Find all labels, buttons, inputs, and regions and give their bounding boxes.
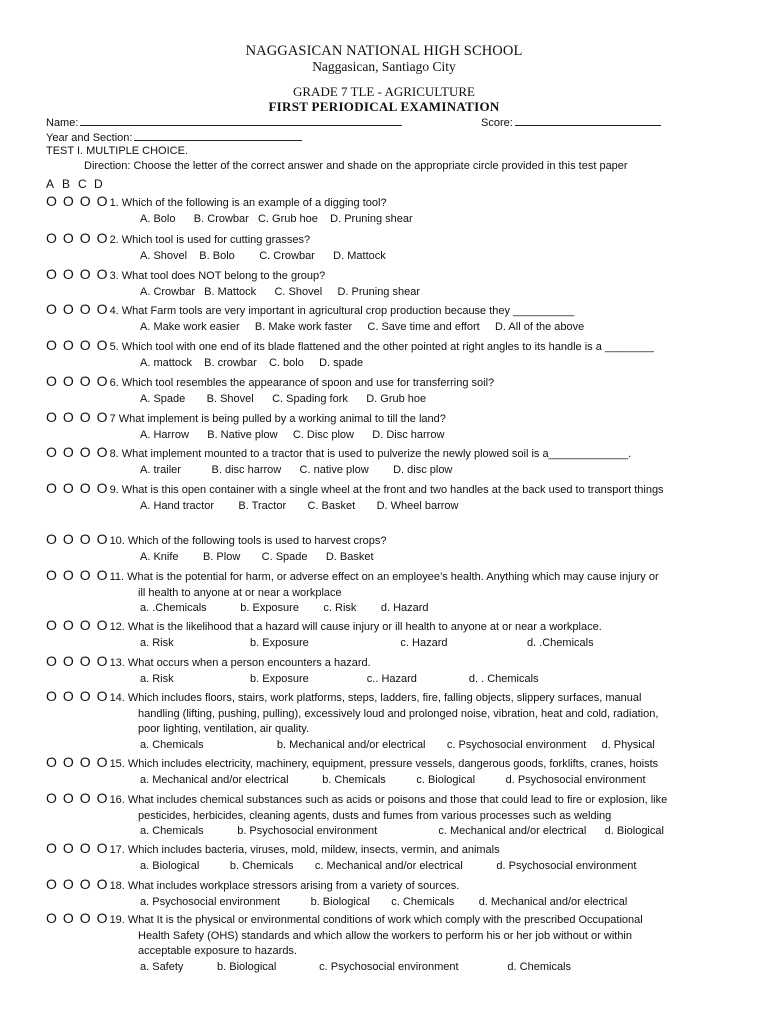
answer-circle-a[interactable]: O: [46, 337, 57, 353]
answer-circle-c[interactable]: O: [79, 910, 91, 926]
answer-circles: [46, 791, 108, 807]
question-choices: A. Hand tractor B. Tractor C. Basket D. Wheel barrow: [140, 499, 459, 512]
answer-circle-a[interactable]: O: [46, 840, 57, 856]
name-field: [46, 115, 402, 130]
answer-circle-c[interactable]: O: [79, 409, 91, 425]
question-choices: a. Mechanical and/or electrical b. Chemicals c. Biological d. Psychosocial environment: [140, 773, 646, 786]
answer-circle-c[interactable]: O: [79, 840, 91, 856]
answer-circles: [46, 877, 108, 893]
name-label: Name:: [46, 117, 79, 129]
year-section-label: Year and Section:: [46, 132, 133, 144]
answer-circle-d[interactable]: O: [96, 840, 108, 856]
question-item: [46, 532, 726, 565]
question-item: [46, 689, 726, 753]
year-section-blank[interactable]: [134, 130, 302, 141]
question-item: [46, 302, 726, 335]
question-item: [46, 267, 726, 300]
answer-circle-b[interactable]: O: [62, 444, 74, 460]
answer-circle-d[interactable]: O: [96, 567, 108, 583]
answer-circle-d[interactable]: O: [96, 373, 108, 389]
answer-circle-a[interactable]: O: [46, 617, 57, 633]
answer-circle-b[interactable]: O: [62, 373, 74, 389]
question-item: [46, 618, 726, 651]
answer-circle-b[interactable]: O: [62, 266, 74, 282]
answer-circle-a[interactable]: O: [46, 409, 57, 425]
answer-circle-a[interactable]: O: [46, 193, 57, 209]
question-item: [46, 654, 726, 687]
answer-circles: [46, 302, 108, 318]
question-choices: A. Make work easier B. Make work faster C. Save time and effort D. All of the above: [140, 320, 585, 333]
question-text: 7 What implement is being pulled by a working animal to till the land?: [109, 413, 446, 425]
question-choices: a. Psychosocial environment b. Biological c. Chemicals d. Mechanical and/or electrical: [140, 895, 628, 908]
score-field: [481, 115, 661, 130]
score-blank[interactable]: [515, 115, 661, 126]
answer-circles: [46, 267, 108, 283]
answer-circle-a[interactable]: O: [46, 790, 57, 806]
answer-circles: [46, 481, 108, 497]
answer-circle-d[interactable]: O: [96, 876, 108, 892]
answer-circle-b[interactable]: O: [62, 531, 74, 547]
question-text: 6. Which tool resembles the appearance of spoon and use for transferring soil?: [109, 377, 495, 389]
year-section-field: [46, 130, 302, 145]
question-text: 1. Which of the following is an example of a digging tool?: [109, 197, 387, 209]
answer-circle-d[interactable]: O: [96, 444, 108, 460]
question-text: 19. What It is the physical or environmental conditions of work which comply with the prescribed Occupational: [109, 914, 643, 926]
question-choices: A. Knife B. Plow C. Spade D. Basket: [140, 550, 374, 563]
answer-letter-header: [46, 177, 110, 191]
answer-circles: [46, 374, 108, 390]
answer-letter-b: B: [62, 177, 71, 191]
question-text-continued: acceptable exposure to hazards.: [138, 945, 297, 957]
answer-circle-a[interactable]: O: [46, 876, 57, 892]
answer-circle-c[interactable]: O: [79, 567, 91, 583]
answer-circles: [46, 410, 108, 426]
answer-circle-a[interactable]: O: [46, 754, 57, 770]
question-text-continued: Health Safety (OHS) standards and which allow the workers to perform his or her job without or within: [138, 929, 632, 942]
question-text: 13. What occurs when a person encounters a hazard.: [109, 657, 371, 669]
question-item: [46, 374, 726, 407]
answer-circle-c[interactable]: O: [79, 301, 91, 317]
answer-circle-a[interactable]: O: [46, 688, 57, 704]
question-text: 5. Which tool with one end of its blade flattened and the other pointed at right angles to its handle is a ________: [109, 341, 654, 353]
answer-circle-c[interactable]: O: [79, 790, 91, 806]
answer-circle-c[interactable]: O: [79, 444, 91, 460]
answer-circles: [46, 654, 108, 670]
question-text: 10. Which of the following tools is used to harvest crops?: [109, 535, 387, 547]
answer-circle-c[interactable]: O: [79, 480, 91, 496]
answer-circle-a[interactable]: O: [46, 444, 57, 460]
answer-circle-d[interactable]: O: [96, 301, 108, 317]
answer-circle-b[interactable]: O: [62, 337, 74, 353]
test-title: TEST I. MULTIPLE CHOICE.: [46, 145, 189, 157]
answer-circle-a[interactable]: O: [46, 531, 57, 547]
answer-circle-d[interactable]: O: [96, 790, 108, 806]
question-text: 9. What is this open container with a single wheel at the front and two handles at the back used to transport things: [109, 484, 664, 496]
score-label: Score:: [481, 117, 513, 129]
answer-circles: [46, 689, 108, 705]
answer-circles: [46, 231, 108, 247]
question-choices: A. mattock B. crowbar C. bolo D. spade: [140, 356, 364, 369]
answer-circle-d[interactable]: O: [96, 617, 108, 633]
question-text: 3. What tool does NOT belong to the group?: [109, 270, 326, 282]
answer-circle-d[interactable]: O: [96, 653, 108, 669]
answer-circle-c[interactable]: O: [79, 531, 91, 547]
answer-circle-c[interactable]: O: [79, 688, 91, 704]
answer-circle-c[interactable]: O: [79, 653, 91, 669]
answer-circle-b[interactable]: O: [62, 910, 74, 926]
answer-circle-c[interactable]: O: [79, 617, 91, 633]
answer-circles: [46, 911, 108, 927]
question-item: [46, 481, 726, 514]
answer-circles: [46, 755, 108, 771]
question-item: [46, 568, 726, 617]
question-text: 16. What includes chemical substances such as acids or poisons and those that could lead to fire or explosion, like: [109, 794, 668, 806]
question-item: [46, 410, 726, 443]
answer-circle-d[interactable]: O: [96, 480, 108, 496]
question-item: [46, 791, 726, 840]
answer-circle-a[interactable]: O: [46, 266, 57, 282]
answer-circle-c[interactable]: O: [79, 230, 91, 246]
answer-circle-b[interactable]: O: [62, 409, 74, 425]
question-choices: a. Safety b. Biological c. Psychosocial environment d. Chemicals: [140, 960, 572, 973]
answer-letter-c: C: [78, 177, 87, 191]
question-choices: A. Harrow B. Native plow C. Disc plow D. Disc harrow: [140, 428, 445, 441]
test-direction: Direction: Choose the letter of the correct answer and shade on the appropriate circle provided in this test paper: [84, 160, 628, 172]
answer-circle-b[interactable]: O: [62, 754, 74, 770]
answer-circle-b[interactable]: O: [62, 480, 74, 496]
answer-circles: [46, 194, 108, 210]
question-text: 11. What is the potential for harm, or adverse effect on an employee’s health. Anything which may cause injury or: [109, 571, 659, 583]
question-text: 2. Which tool is used for cutting grasses?: [109, 234, 311, 246]
question-text: 8. What implement mounted to a tractor that is used to pulverize the newly plowed soil is a_____________.: [109, 448, 632, 460]
answer-circle-b[interactable]: O: [62, 230, 74, 246]
question-choices: A. Crowbar B. Mattock C. Shovel D. Pruning shear: [140, 285, 420, 298]
answer-circle-b[interactable]: O: [62, 840, 74, 856]
answer-circles: [46, 532, 108, 548]
question-choices: A. Shovel B. Bolo C. Crowbar D. Mattock: [140, 249, 386, 262]
answer-circle-d[interactable]: O: [96, 910, 108, 926]
answer-circle-a[interactable]: O: [46, 480, 57, 496]
answer-circle-a[interactable]: O: [46, 567, 57, 583]
answer-circles: [46, 568, 108, 584]
exam-title: FIRST PERIODICAL EXAMINATION: [268, 99, 500, 114]
answer-circle-b[interactable]: O: [62, 653, 74, 669]
answer-circle-b[interactable]: O: [62, 301, 74, 317]
question-text: 4. What Farm tools are very important in agricultural crop production because they __________: [109, 305, 575, 317]
answer-circle-d[interactable]: O: [96, 688, 108, 704]
question-text: 14. Which includes floors, stairs, work platforms, steps, ladders, fire, falling objects, slippery surfaces, manual: [109, 692, 642, 704]
question-item: [46, 194, 726, 227]
answer-circle-c[interactable]: O: [79, 193, 91, 209]
question-text-continued: ill health to anyone at or near a workplace: [138, 586, 342, 599]
answer-circle-c[interactable]: O: [79, 373, 91, 389]
question-choices: a. Chemicals b. Psychosocial environment c. Mechanical and/or electrical d. Biological: [140, 825, 664, 837]
answer-circle-d[interactable]: O: [96, 754, 108, 770]
question-item: [46, 755, 726, 788]
name-blank[interactable]: [80, 115, 402, 126]
answer-circle-c[interactable]: O: [79, 266, 91, 282]
question-choices: a. Risk b. Exposure c. Hazard d. .Chemicals: [140, 636, 594, 649]
answer-circle-d[interactable]: O: [96, 531, 108, 547]
question-text-continued: handling (lifting, pushing, pulling), excessively loud and prolonged noise, vibration, heat and cold, radiation,: [138, 707, 659, 720]
question-item: [46, 231, 726, 264]
answer-circle-b[interactable]: O: [62, 567, 74, 583]
question-choices: a. Chemicals b. Mechanical and/or electrical c. Psychosocial environment d. Physical: [140, 738, 655, 751]
answer-circle-c[interactable]: O: [79, 754, 91, 770]
question-text-continued: poor lighting, ventilation, air quality.: [138, 723, 310, 735]
answer-circles: [46, 445, 108, 461]
question-choices: a. Risk b. Exposure c.. Hazard d. . Chemicals: [140, 672, 539, 685]
answer-circle-b[interactable]: O: [62, 617, 74, 633]
answer-circle-c[interactable]: O: [79, 876, 91, 892]
answer-circles: [46, 618, 108, 634]
answer-circle-d[interactable]: O: [96, 266, 108, 282]
answer-circle-a[interactable]: O: [46, 301, 57, 317]
answer-circle-b[interactable]: O: [62, 790, 74, 806]
answer-circle-d[interactable]: O: [96, 337, 108, 353]
answer-circles: [46, 841, 108, 857]
answer-circle-b[interactable]: O: [62, 688, 74, 704]
answer-circle-c[interactable]: O: [79, 337, 91, 353]
question-choices: A. trailer B. disc harrow C. native plow D. disc plow: [140, 463, 453, 476]
answer-circle-a[interactable]: O: [46, 373, 57, 389]
answer-circle-a[interactable]: O: [46, 910, 57, 926]
school-location: Naggasican, Santiago City: [312, 59, 456, 74]
question-text-continued: pesticides, herbicides, cleaning agents, dusts and fumes from various processes such as welding: [138, 809, 612, 822]
question-item: [46, 841, 726, 874]
answer-circle-a[interactable]: O: [46, 230, 57, 246]
answer-letter-a: A: [46, 177, 55, 191]
answer-circle-b[interactable]: O: [62, 876, 74, 892]
answer-circle-b[interactable]: O: [62, 193, 74, 209]
answer-circles: [46, 338, 108, 354]
answer-circle-a[interactable]: O: [46, 653, 57, 669]
question-text: 18. What includes workplace stressors arising from a variety of sources.: [109, 880, 460, 892]
question-choices: A. Bolo B. Crowbar C. Grub hoe D. Pruning shear: [140, 212, 413, 225]
question-item: [46, 338, 726, 371]
grade-subject: GRADE 7 TLE - AGRICULTURE: [293, 84, 475, 99]
answer-circle-d[interactable]: O: [96, 193, 108, 209]
question-choices: a. .Chemicals b. Exposure c. Risk d. Hazard: [140, 602, 429, 614]
question-item: [46, 911, 726, 975]
question-choices: a. Biological b. Chemicals c. Mechanical and/or electrical d. Psychosocial environment: [140, 859, 637, 872]
question-text: 12. What is the likelihood that a hazard will cause injury or ill health to anyone at or near a workplace.: [109, 621, 602, 633]
answer-letter-d: D: [94, 177, 103, 191]
answer-circle-d[interactable]: O: [96, 409, 108, 425]
answer-circle-d[interactable]: O: [96, 230, 108, 246]
question-text: 15. Which includes electricity, machinery, equipment, pressure vessels, dangerous goods, forklifts, cranes, hoists: [109, 758, 659, 770]
question-item: [46, 445, 726, 478]
question-choices: A. Spade B. Shovel C. Spading fork D. Grub hoe: [140, 392, 427, 405]
question-text: 17. Which includes bacteria, viruses, mold, mildew, insects, vermin, and animals: [109, 844, 500, 856]
question-item: [46, 877, 726, 910]
school-name: NAGGASICAN NATIONAL HIGH SCHOOL: [245, 43, 523, 59]
